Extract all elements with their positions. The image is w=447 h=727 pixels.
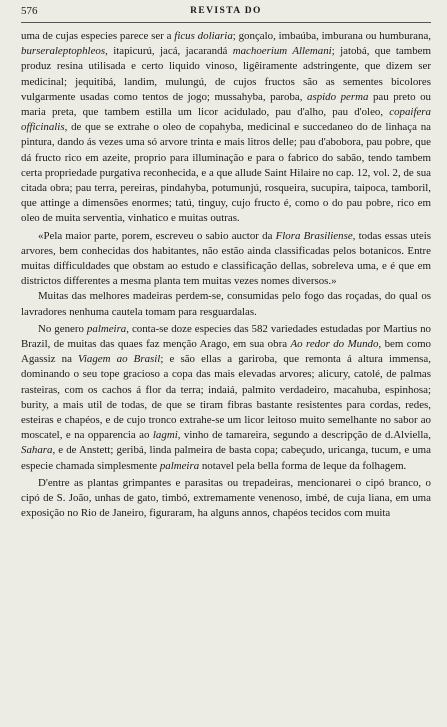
text-run: No genero <box>38 322 87 335</box>
paragraph-3 <box>21 289 431 319</box>
italic-term: burseraleptophleos <box>21 45 106 58</box>
text-run: ; e são ellas a gariroba, que remonta á altura immensa, dominando o seu tope gracioso a copa das mais elevadas arvores; alicury, catolé, de palmas rasteiras, com os cachos á flor da terra; indaiá, palmito verdadeiro, macahuba, espinhosa; burity, a mais util de todas, de que se tiram fibras bastante resistentes para cordas, redes, esteiras e chapéos, e de cujo tronco extrahe-se um licor leitoso muito semelhante no sabor ao moscatel, e na opparencia ao <box>21 353 431 442</box>
text-run: , itapicurú, jacá, jacarandá <box>105 45 233 58</box>
italic-term: copaifera officinalis <box>21 106 431 134</box>
italic-term: lagmi <box>152 429 178 442</box>
text-run: , vinho de tamareira, segundo a descripção de d.Alviella, <box>177 429 431 442</box>
italic-term: aspido perma <box>307 90 369 103</box>
text-run: Muitas das melhores madeiras perdem-se, consumidas pelo fogo das roçadas, do qual os lavradores nenhuma cautela tomam para resguardalas. <box>21 290 431 318</box>
text-run: uma de cujas especies parece ser a <box>21 30 175 42</box>
text-run: , todas essas uteis arvores, bem conhecidas dos habitantes, não estão ainda classificadas pelos botanicos. Entre muitas difficuldades que obstam ao estudo e classificação dellas, sobreleva uma, e é que em districtos differentes a mesma planta tem muitas vezes nomes diversos.» <box>21 229 431 288</box>
italic-term: ficus doliaria <box>174 30 233 42</box>
italic-term: palmeira <box>159 459 200 472</box>
italic-term: machoerium Allemani <box>232 45 332 58</box>
italic-term: Viagem ao Brasil <box>78 353 161 366</box>
text-run: notavel pela bella forma de leque da folhagem. <box>199 459 407 472</box>
text-run: , conta-se doze especies das 582 variedades estudadas por Martius no Brazil, de muitas das quaes faz menção Arago, em sua obra <box>21 322 431 351</box>
paragraph-4 <box>21 322 431 474</box>
italic-term: Ao redor do Mundo <box>290 338 379 351</box>
text-run: , bem como Agassiz na <box>21 338 431 366</box>
text-run: «Pela maior parte, porem, escreveu o sabio auctor da <box>38 229 276 242</box>
running-title: REVISTA DO <box>190 6 262 16</box>
page-header <box>21 4 431 23</box>
body-text <box>21 29 431 522</box>
text-run: pau preto ou maria preta, que tambem estilla um licor acidulado, pau d'alho, pau d'oleo, <box>21 90 431 119</box>
text-run: , e de Anstett; geribá, linda palmeira de basta copa; cabeçudo, uricanga, tucum, e uma especie chamada simplesmente <box>21 444 431 472</box>
text-run: D'entre as plantas grimpantes e parasitas ou trepadeiras, mencionarei o cipó branco, o cipó de S. João, unhas de gato, timbó, extremamente venenoso, imbé, de cuja liana, em uma exposição no Rio de Janeiro, figuraram, ha alguns annos, chapéos tecidos com muita <box>21 476 431 520</box>
text-run: ; gonçalo, imbaúba, imburana ou humburana, <box>232 30 432 42</box>
paragraph-2 <box>21 229 431 290</box>
italic-term: Flora Brasiliense <box>275 229 353 242</box>
text-run: , de que se extrahe o oleo de copahyba, medicinal e succedaneo do de linhaça na pintura, dando ás vezes uma só arvore trinta e mais litros delle; pau d'abobora, pau pobre, que dá fructo rico em azeite, proprio para illuminação e para o fabrico do sabão, tendo tambem certa propriedade purgativa reconhecida, e a que allude Saint Hilaire no cap. 12, vol. 2, de sua citada obra; pau terra, pereiras, pindahyba, potumunjú, rosqueira, sucupira, taipoca, tamboril, que attinge a dimensões enormes; tatú, tinguy, cujo fructo é, como o do pau pobre, rico em oleo de muita serventia, vinhatico e muitas outras. <box>21 121 431 225</box>
page-number: 576 <box>21 5 38 17</box>
paragraph-1 <box>21 29 431 227</box>
paragraph-5 <box>21 476 431 522</box>
italic-term: Sahara <box>21 444 53 457</box>
italic-term: palmeira <box>86 322 127 335</box>
text-run: ; jatobá, que tambem produz resina utilisada e certo liquido vinoso, ligêiramente adstringente, que dizem ser medicinal; jequitibá, landim, mulungú, de cujos fructos são as sementes bicolores vulgarmente usadas como tentos de jogo; mussahyba, paroba, <box>21 45 431 103</box>
